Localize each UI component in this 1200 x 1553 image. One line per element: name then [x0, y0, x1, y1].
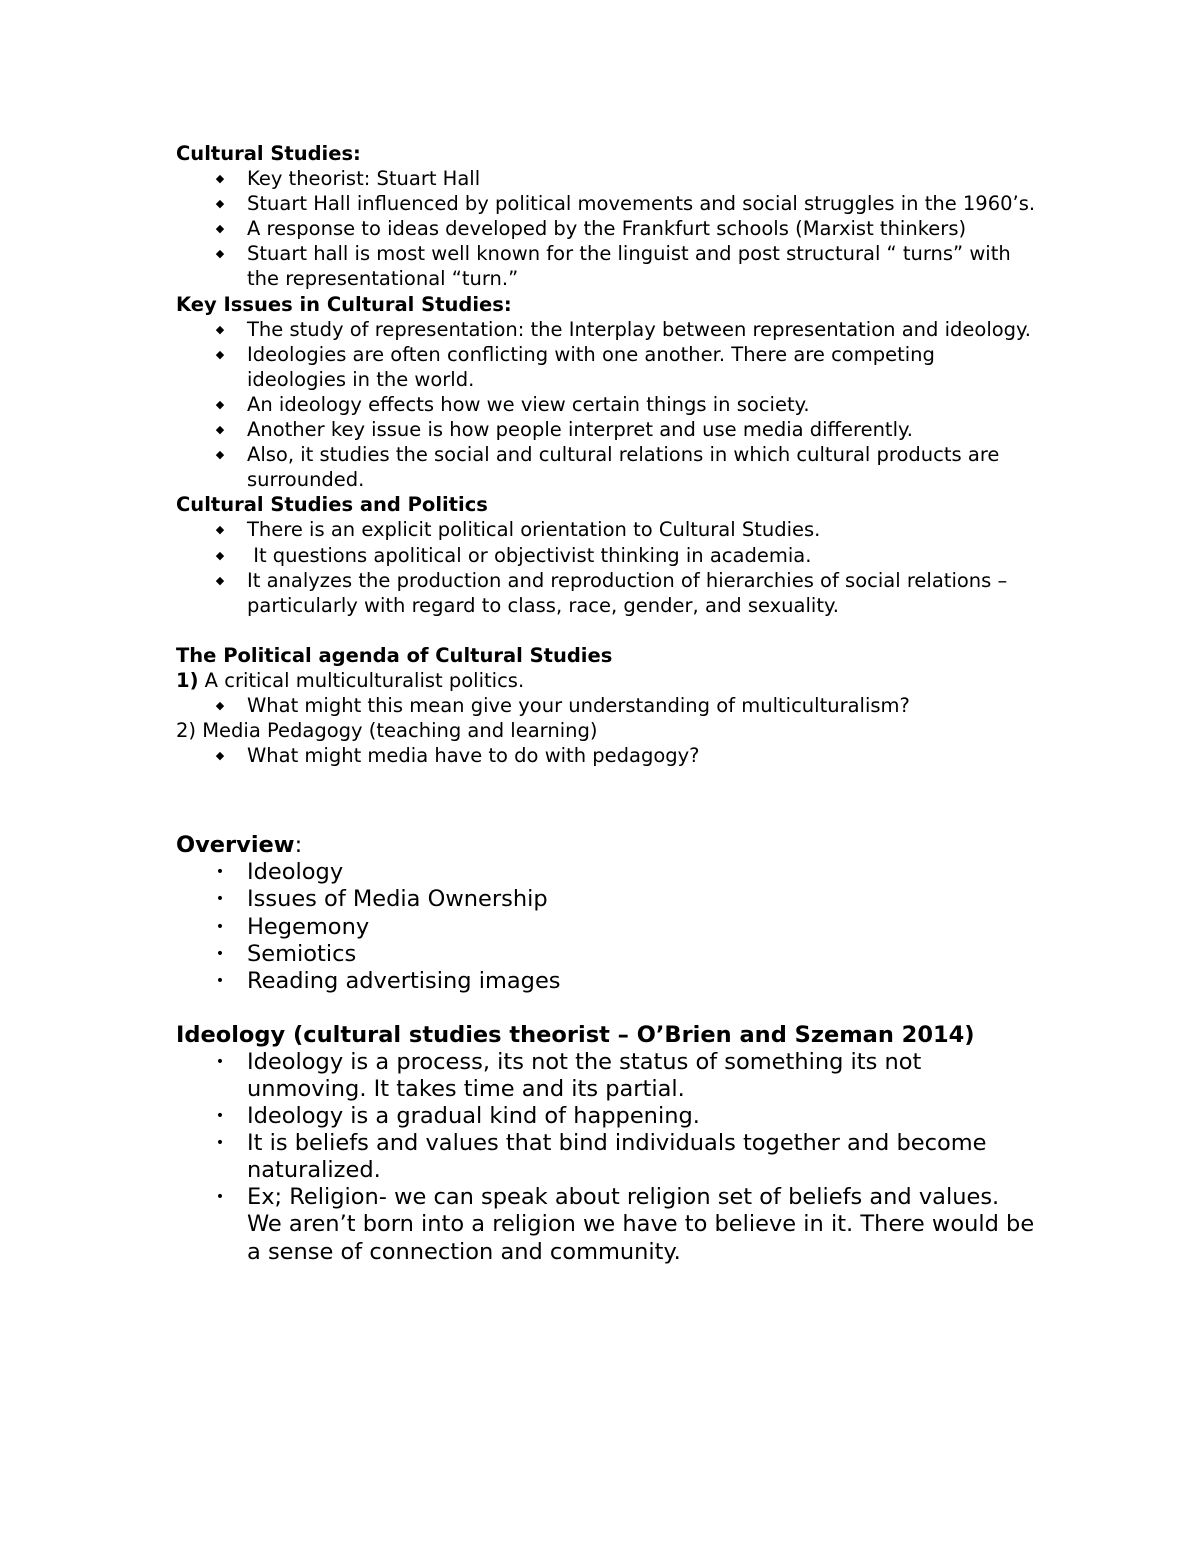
diamond-bullet-icon: ◆ — [215, 523, 225, 537]
diamond-bullet-icon: ◆ — [215, 347, 225, 361]
list-item: ◆ It analyzes the production and reproduction of hierarchies of social relations – particularly with regard to class, race, gender, and sexuality. — [176, 568, 1036, 618]
cultural-studies-list — [176, 166, 1036, 291]
list-item: ◆ Another key issue is how people interpret and use media differently. — [176, 417, 1036, 442]
notes-part-two — [176, 832, 1036, 1265]
political-agenda-heading: The Political agenda of Cultural Studies — [176, 643, 613, 667]
list-item: ◆ Stuart hall is most well known for the linguist and post structural “ turns” with the representational “turn.” — [176, 241, 1036, 291]
list-item: ◆ Stuart Hall influenced by political movements and social struggles in the 1960’s. — [176, 191, 1036, 216]
list-item: ◆ Ideologies are often conflicting with one another. There are competing ideologies in the world. — [176, 342, 1036, 392]
dot-bullet-icon: • — [215, 1053, 225, 1070]
diamond-bullet-icon: ◆ — [215, 222, 225, 236]
blank-line — [176, 618, 1036, 643]
list-item: ◆ Also, it studies the social and cultural relations in which cultural products are surrounded. — [176, 442, 1036, 492]
list-item: • Ex; Religion- we can speak about religion set of beliefs and values. We aren’t born into a religion we have to believe in it. There would be a sense of connection and community. — [176, 1184, 1036, 1265]
document-page — [176, 141, 1036, 1266]
diamond-bullet-icon: ◆ — [215, 548, 225, 562]
agenda-item-1-text: A critical multiculturalist politics. — [198, 668, 525, 692]
cultural-studies-heading: Cultural Studies: — [176, 142, 361, 165]
dot-bullet-icon: • — [215, 972, 225, 989]
agenda-item-1-number: 1) — [176, 668, 199, 692]
ideology-list — [176, 1049, 1036, 1266]
list-item: • It is beliefs and values that bind individuals together and become naturalized. — [176, 1130, 1036, 1184]
dot-bullet-icon: • — [215, 1135, 225, 1152]
diamond-bullet-icon: ◆ — [215, 698, 225, 712]
list-item: ◆ An ideology effects how we view certain things in society. — [176, 392, 1036, 417]
overview-list — [176, 859, 1036, 994]
list-item: • Reading advertising images — [176, 968, 1036, 995]
key-issues-list — [176, 317, 1036, 493]
diamond-bullet-icon: ◆ — [215, 247, 225, 261]
dot-bullet-icon: • — [215, 891, 225, 908]
list-item: • Ideology is a gradual kind of happening. — [176, 1103, 1036, 1130]
list-item: • Ideology — [176, 859, 1036, 886]
diamond-bullet-icon: ◆ — [215, 397, 225, 411]
blank-lines — [176, 768, 1036, 832]
diamond-bullet-icon: ◆ — [215, 197, 225, 211]
diamond-bullet-icon: ◆ — [215, 322, 225, 336]
dot-bullet-icon: • — [215, 945, 225, 962]
blank-line — [176, 995, 1036, 1022]
list-item: • Ideology is a process, its not the status of something its not unmoving. It takes time and its partial. — [176, 1049, 1036, 1103]
politics-heading: Cultural Studies and Politics — [176, 493, 488, 517]
dot-bullet-icon: • — [215, 1189, 225, 1206]
list-item: ◆ Key theorist: Stuart Hall — [176, 166, 1036, 191]
key-issues-heading: Key Issues in Cultural Studies: — [176, 292, 512, 316]
diamond-bullet-icon: ◆ — [215, 573, 225, 587]
list-item: ◆ What might media have to do with pedagogy? — [176, 743, 1036, 768]
list-item: ◆ A response to ideas developed by the Frankfurt schools (Marxist thinkers) — [176, 216, 1036, 241]
agenda-item-1 — [176, 668, 1036, 693]
diamond-bullet-icon: ◆ — [215, 448, 225, 462]
list-item: ◆ There is an explicit political orientation to Cultural Studies. — [176, 517, 1036, 542]
list-item: ◆ The study of representation: the Interplay between representation and ideology. — [176, 317, 1036, 342]
list-item: ◆ It questions apolitical or objectivist thinking in academia. — [176, 543, 1036, 568]
dot-bullet-icon: • — [215, 918, 225, 935]
overview-heading: Overview: — [176, 832, 303, 859]
list-item: • Semiotics — [176, 941, 1036, 968]
notes-part-one — [176, 141, 1036, 768]
agenda-item-2: 2) Media Pedagogy (teaching and learning) — [176, 719, 598, 743]
politics-list — [176, 517, 1036, 617]
diamond-bullet-icon: ◆ — [215, 423, 225, 437]
ideology-heading: Ideology (cultural studies theorist – O’Brien and Szeman 2014) — [176, 1021, 975, 1048]
list-item: • Issues of Media Ownership — [176, 886, 1036, 913]
agenda-item-1-list — [176, 693, 1036, 718]
dot-bullet-icon: • — [215, 1108, 225, 1125]
list-item: • Hegemony — [176, 914, 1036, 941]
diamond-bullet-icon: ◆ — [215, 172, 225, 186]
diamond-bullet-icon: ◆ — [215, 749, 225, 763]
dot-bullet-icon: • — [215, 864, 225, 881]
list-item: ◆ What might this mean give your understanding of multiculturalism? — [176, 693, 1036, 718]
agenda-item-2-list — [176, 743, 1036, 768]
